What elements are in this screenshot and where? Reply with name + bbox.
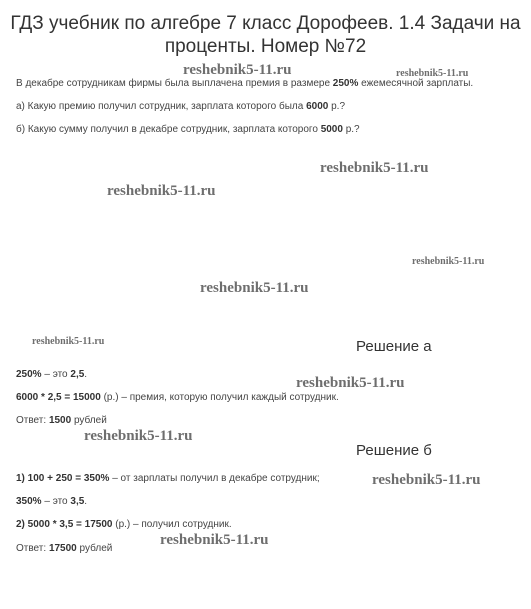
solution-a-answer-label: Ответ: xyxy=(16,415,49,426)
solution-b-dot: . xyxy=(84,496,88,507)
problem-intro-text-1: В декабре сотрудникам фирмы была выплачена премия в размере xyxy=(16,78,333,89)
question-a-text-1: а) Какую премию получил сотрудник, зарплата которого была xyxy=(16,101,307,112)
solution-b-line-1 xyxy=(16,472,320,485)
solution-a-heading: Решение а xyxy=(356,338,432,355)
solution-b-calc-1-desc: – от зарплаты получил в декабре сотрудник; xyxy=(109,473,320,484)
solution-b-text: – это xyxy=(41,496,71,507)
watermark: reshebnik5-11.ru xyxy=(107,183,216,199)
watermark: reshebnik5-11.ru xyxy=(320,160,429,176)
solution-a-calc: 6000 * 2,5 = 15000 xyxy=(16,392,101,403)
watermark: reshebnik5-11.ru xyxy=(412,256,485,267)
watermark: reshebnik5-11.ru xyxy=(84,428,193,444)
solution-a-text-1: – это xyxy=(41,369,71,380)
solution-a-coef: 2,5 xyxy=(70,369,85,380)
solution-b-answer-unit: рублей xyxy=(76,543,113,554)
solution-a-calc-desc: (р.) – премия, которую получил каждый сотрудник. xyxy=(100,392,339,403)
problem-intro-text-2: ежемесячной зарплаты. xyxy=(358,78,474,89)
solution-b-calc-2-desc: (р.) – получил сотрудник. xyxy=(112,519,232,530)
solution-b-answer-value: 17500 xyxy=(48,543,77,554)
watermark: reshebnik5-11.ru xyxy=(396,68,469,79)
watermark: reshebnik5-11.ru xyxy=(32,336,105,347)
solution-b-line-3 xyxy=(16,518,232,531)
solution-a-line-1 xyxy=(16,368,87,381)
question-b-text-2: р.? xyxy=(342,124,360,135)
solution-a-answer-unit: рублей xyxy=(71,415,107,426)
solution-a-answer xyxy=(16,414,107,427)
solution-b-percent: 350% xyxy=(16,496,42,507)
question-a-text-2: р.? xyxy=(328,101,346,112)
solution-b-answer-label: Ответ: xyxy=(16,543,49,554)
question-b-text-1: б) Какую сумму получил в декабре сотрудник, зарплата которого xyxy=(16,124,321,135)
watermark: reshebnik5-11.ru xyxy=(296,375,405,391)
solution-b-calc-2: 2) 5000 * 3,5 = 17500 xyxy=(16,519,113,530)
solution-b-line-2 xyxy=(16,495,87,508)
question-b-salary: 5000 xyxy=(320,124,343,135)
solution-b-coef: 3,5 xyxy=(70,496,85,507)
solution-a-answer-value: 1500 xyxy=(48,415,72,426)
solution-a-line-2 xyxy=(16,391,339,404)
watermark: reshebnik5-11.ru xyxy=(183,62,292,78)
solution-a-percent: 250% xyxy=(16,369,42,380)
solution-b-calc-1: 1) 100 + 250 = 350% xyxy=(16,473,110,484)
question-a xyxy=(16,100,345,113)
watermark: reshebnik5-11.ru xyxy=(200,280,309,296)
question-a-salary: 6000 xyxy=(306,101,329,112)
page-title: ГДЗ учебник по алгебре 7 класс Дорофеев. 1.4 Задачи на проценты. Номер №72 xyxy=(10,13,521,57)
solution-b-answer xyxy=(16,542,112,555)
solution-a-dot: . xyxy=(84,369,88,380)
watermark: reshebnik5-11.ru xyxy=(160,532,269,548)
question-b xyxy=(16,123,360,136)
problem-intro-percent: 250% xyxy=(332,78,359,89)
watermark: reshebnik5-11.ru xyxy=(372,472,481,488)
solution-b-heading: Решение б xyxy=(356,442,432,459)
